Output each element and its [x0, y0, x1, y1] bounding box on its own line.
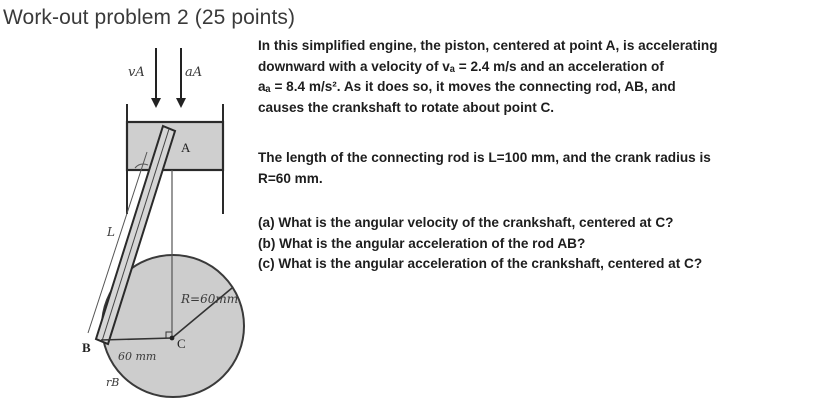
velocity-arrow — [151, 48, 161, 108]
questions-list — [258, 213, 803, 275]
page-title: Work-out problem 2 (25 points) — [3, 6, 296, 29]
question-b: (b) What is the angular acceleration of the rod AB? — [258, 235, 586, 251]
point-c — [170, 336, 175, 341]
handwritten-rb: rB — [106, 376, 120, 389]
label-b: B — [82, 340, 91, 355]
label-radius: R=60mm — [181, 292, 239, 306]
intro-line: downward with a velocity of vₐ = 2.4 m/s and an acceleration of — [258, 58, 664, 74]
label-c: C — [177, 336, 186, 351]
intro-line: aₐ = 8.4 m/s². As it does so, it moves the connecting rod, AB, and — [258, 79, 676, 94]
label-a: A — [181, 140, 191, 155]
lengths-paragraph — [258, 148, 803, 189]
label-va: vA — [128, 65, 145, 80]
lengths-line: The length of the connecting rod is L=100 mm, and the crank radius is — [258, 150, 711, 165]
question-a: (a) What is the angular velocity of the crankshaft, centered at C? — [258, 215, 674, 230]
label-l: L — [107, 225, 115, 239]
question-c: (c) What is the angular acceleration of the crankshaft, centered at C? — [258, 256, 703, 271]
piston-block — [127, 122, 223, 170]
label-aa: aA — [185, 65, 203, 80]
handwritten-60mm: 60 mm — [118, 350, 157, 363]
intro-line: causes the crankshaft to rotate about point C. — [258, 99, 555, 115]
intro-line: In this simplified engine, the piston, centered at point A, is accelerating — [258, 38, 718, 53]
lengths-line: R=60 mm. — [258, 170, 323, 186]
intro-paragraph — [258, 36, 803, 118]
